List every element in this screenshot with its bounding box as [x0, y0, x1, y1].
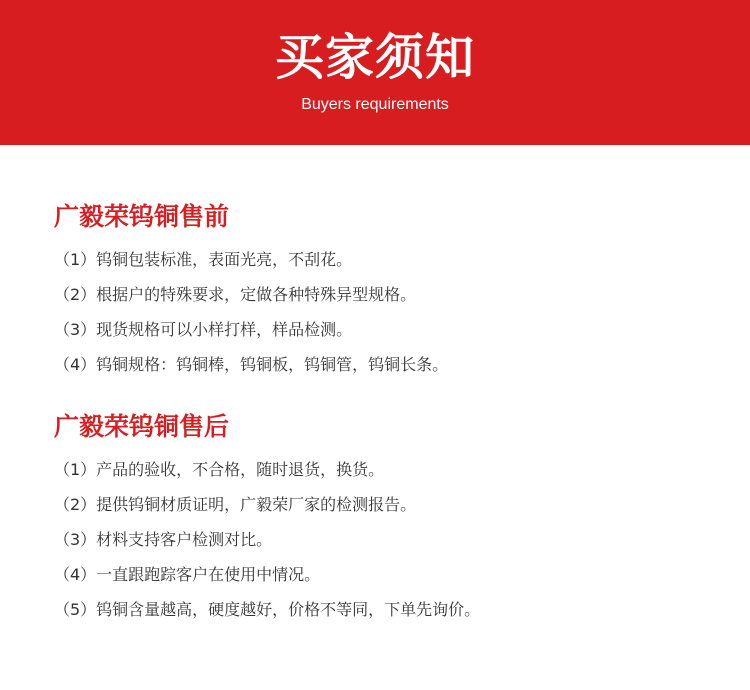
after-sale-heading: 广毅荣钨铜售后 [54, 412, 230, 441]
list-item: （4）钨铜规格：钨铜棒，钨铜板，钨铜管，钨铜长条。 [54, 355, 449, 374]
after-sale-list [54, 452, 734, 627]
page-subtitle: Buyers requirements [301, 96, 449, 113]
pre-sale-list [54, 242, 734, 382]
list-item: （1）产品的验收，不合格，随时退货，换货。 [54, 460, 385, 479]
list-item: （3）材料支持客户检测对比。 [54, 530, 273, 549]
pre-sale-section [54, 200, 734, 382]
header-banner [0, 0, 750, 145]
list-item: （4）一直跟跑踪客户在使用中情况。 [54, 565, 321, 584]
pre-sale-heading: 广毅荣钨铜售前 [54, 202, 230, 231]
list-item: （3）现货规格可以小样打样，样品检测。 [54, 320, 353, 339]
list-item: （2）提供钨铜材质证明，广毅荣厂家的检测报告。 [54, 495, 417, 514]
page-title: 买家须知 [274, 29, 475, 86]
list-item: （5）钨铜含量越高，硬度越好，价格不等同，下单先询价。 [54, 600, 481, 619]
after-sale-section [54, 410, 734, 627]
list-item: （1）钨铜包装标准，表面光亮，不刮花。 [54, 250, 353, 269]
list-item: （2）根据户的特殊要求，定做各种特殊异型规格。 [54, 285, 417, 304]
